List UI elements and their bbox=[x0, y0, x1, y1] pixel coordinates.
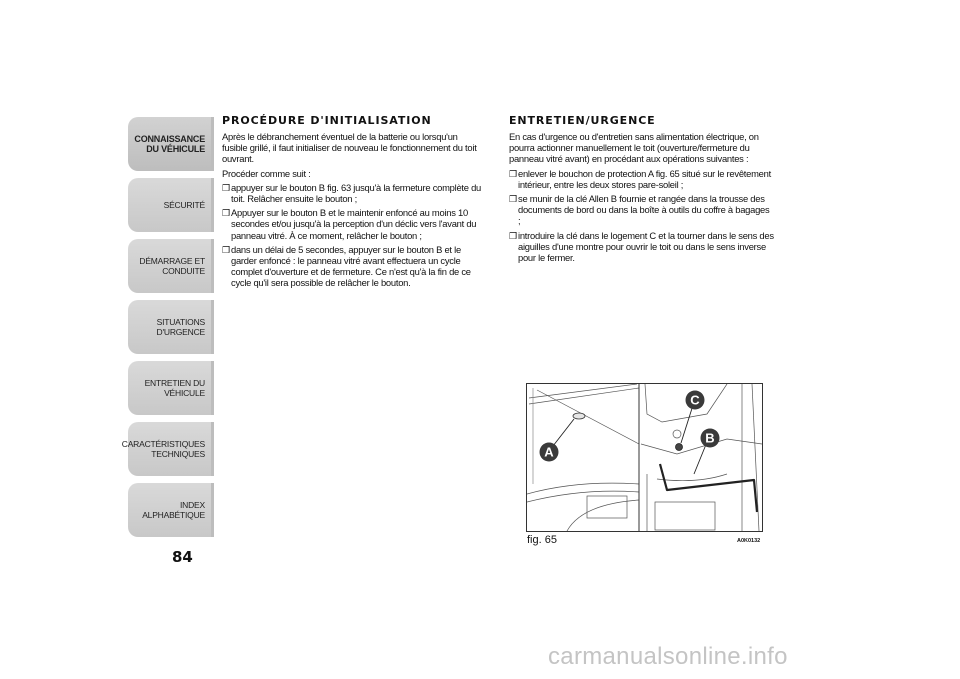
callout-b bbox=[700, 428, 720, 448]
list-item bbox=[509, 168, 774, 190]
list-item bbox=[222, 182, 484, 204]
tab-index-alphabetique[interactable] bbox=[128, 483, 211, 537]
list-item-text: enlever le bouchon de protection A fig. 65 situé sur le revêtement intérieur, entre les deux stores pare-soleil ; bbox=[518, 167, 771, 190]
checkbox-bullet-icon: ❒ bbox=[509, 194, 517, 205]
list-item bbox=[509, 193, 774, 227]
list-item bbox=[509, 230, 774, 264]
checkbox-bullet-icon: ❒ bbox=[509, 230, 517, 241]
list-item-text: dans un délai de 5 secondes, appuyer sur le bouton B et le garder enfoncé : le panneau vitré avant effectuera un cycle complet d'ouverture et de fermeture. Ce n'est qu'à la fin de ce cycle qu'il sera possible de relâcher le bouton. bbox=[231, 243, 471, 289]
tab-connaissance-du-vehicule[interactable] bbox=[128, 117, 211, 171]
tab-caracteristiques-techniques[interactable] bbox=[121, 422, 211, 476]
checkbox-bullet-icon: ❒ bbox=[222, 208, 230, 219]
section-heading: PROCÉDURE D'INITIALISATION bbox=[222, 114, 432, 127]
checkbox-bullet-icon: ❒ bbox=[509, 168, 517, 179]
watermark: carmanualsonline.info bbox=[548, 643, 788, 670]
tab-demarrage-et-conduite[interactable] bbox=[128, 239, 211, 293]
paragraph: Procéder comme suit : bbox=[222, 167, 311, 179]
section-heading: ENTRETIEN/URGENCE bbox=[509, 114, 656, 127]
bullet-list bbox=[509, 168, 774, 264]
tab-label: SITUATIONS D'URGENCE bbox=[156, 317, 205, 337]
figure-65 bbox=[526, 383, 763, 532]
callout-a bbox=[539, 442, 559, 462]
list-item-text: Appuyer sur le bouton B et le maintenir enfoncé au moins 10 secondes et/ou jusqu'à la perception d'un déclic vers l'avant du panneau vitré. À ce moment, relâcher le bouton ; bbox=[231, 207, 477, 241]
page-number: 84 bbox=[172, 548, 193, 566]
paragraph: Après le débranchement éventuel de la batterie ou lorsqu'un fusible grillé, il faut initialiser de nouveau le fonctionnement du toit ouvrant. bbox=[222, 131, 477, 165]
checkbox-bullet-icon: ❒ bbox=[222, 244, 230, 255]
tab-label: ENTRETIEN DU VÉHICULE bbox=[144, 378, 205, 398]
checkbox-bullet-icon: ❒ bbox=[222, 182, 230, 193]
tab-label: SÉCURITÉ bbox=[163, 200, 205, 210]
figure-caption: fig. 65 bbox=[527, 534, 557, 546]
key-socket-c bbox=[676, 444, 683, 451]
tab-label: CARACTÉRISTIQUES TECHNIQUES bbox=[121, 439, 205, 459]
tab-situations-d-urgence[interactable] bbox=[128, 300, 211, 354]
allen-key-b bbox=[660, 464, 757, 512]
list-item-text: appuyer sur le bouton B fig. 63 jusqu'à la fermeture complète du toit. Relâcher ensuite le bouton ; bbox=[231, 181, 482, 205]
callout-c bbox=[685, 390, 705, 410]
tab-entretien-du-vehicule[interactable] bbox=[128, 361, 211, 415]
protection-cap-a bbox=[573, 413, 585, 419]
tab-label: INDEX ALPHABÉTIQUE bbox=[142, 500, 205, 520]
figure-code: A0K0132 bbox=[737, 538, 761, 544]
list-item-text: se munir de la clé Allen B fournie et rangée dans la trousse des documents de bord ou dans la boîte à outils du coffre à bagages ; bbox=[518, 193, 770, 227]
svg-text:B: B bbox=[705, 430, 715, 446]
roof-illustration bbox=[527, 384, 762, 531]
bullet-list bbox=[222, 182, 484, 289]
list-item bbox=[222, 207, 484, 241]
svg-text:C: C bbox=[690, 392, 700, 408]
list-item bbox=[222, 244, 484, 289]
chapter-tabs bbox=[121, 117, 211, 544]
left-column bbox=[222, 114, 484, 292]
tab-securite[interactable] bbox=[128, 178, 211, 232]
list-item-text: introduire la clé dans le logement C et la tourner dans le sens des aiguilles d'une montre pour ouvrir le toit ou dans le sens inverse pour le fermer. bbox=[518, 229, 774, 264]
tab-label: DÉMARRAGE ET CONDUITE bbox=[139, 256, 205, 276]
svg-text:A: A bbox=[544, 444, 554, 460]
tab-label: CONNAISSANCE DU VÉHICULE bbox=[134, 134, 205, 154]
paragraph: En cas d'urgence ou d'entretien sans alimentation électrique, on pourra actionner manuellement le toit (ouverture/fermeture du panneau vitré avant) en procédant aux opérations suivantes : bbox=[509, 131, 759, 165]
right-column bbox=[509, 114, 774, 266]
